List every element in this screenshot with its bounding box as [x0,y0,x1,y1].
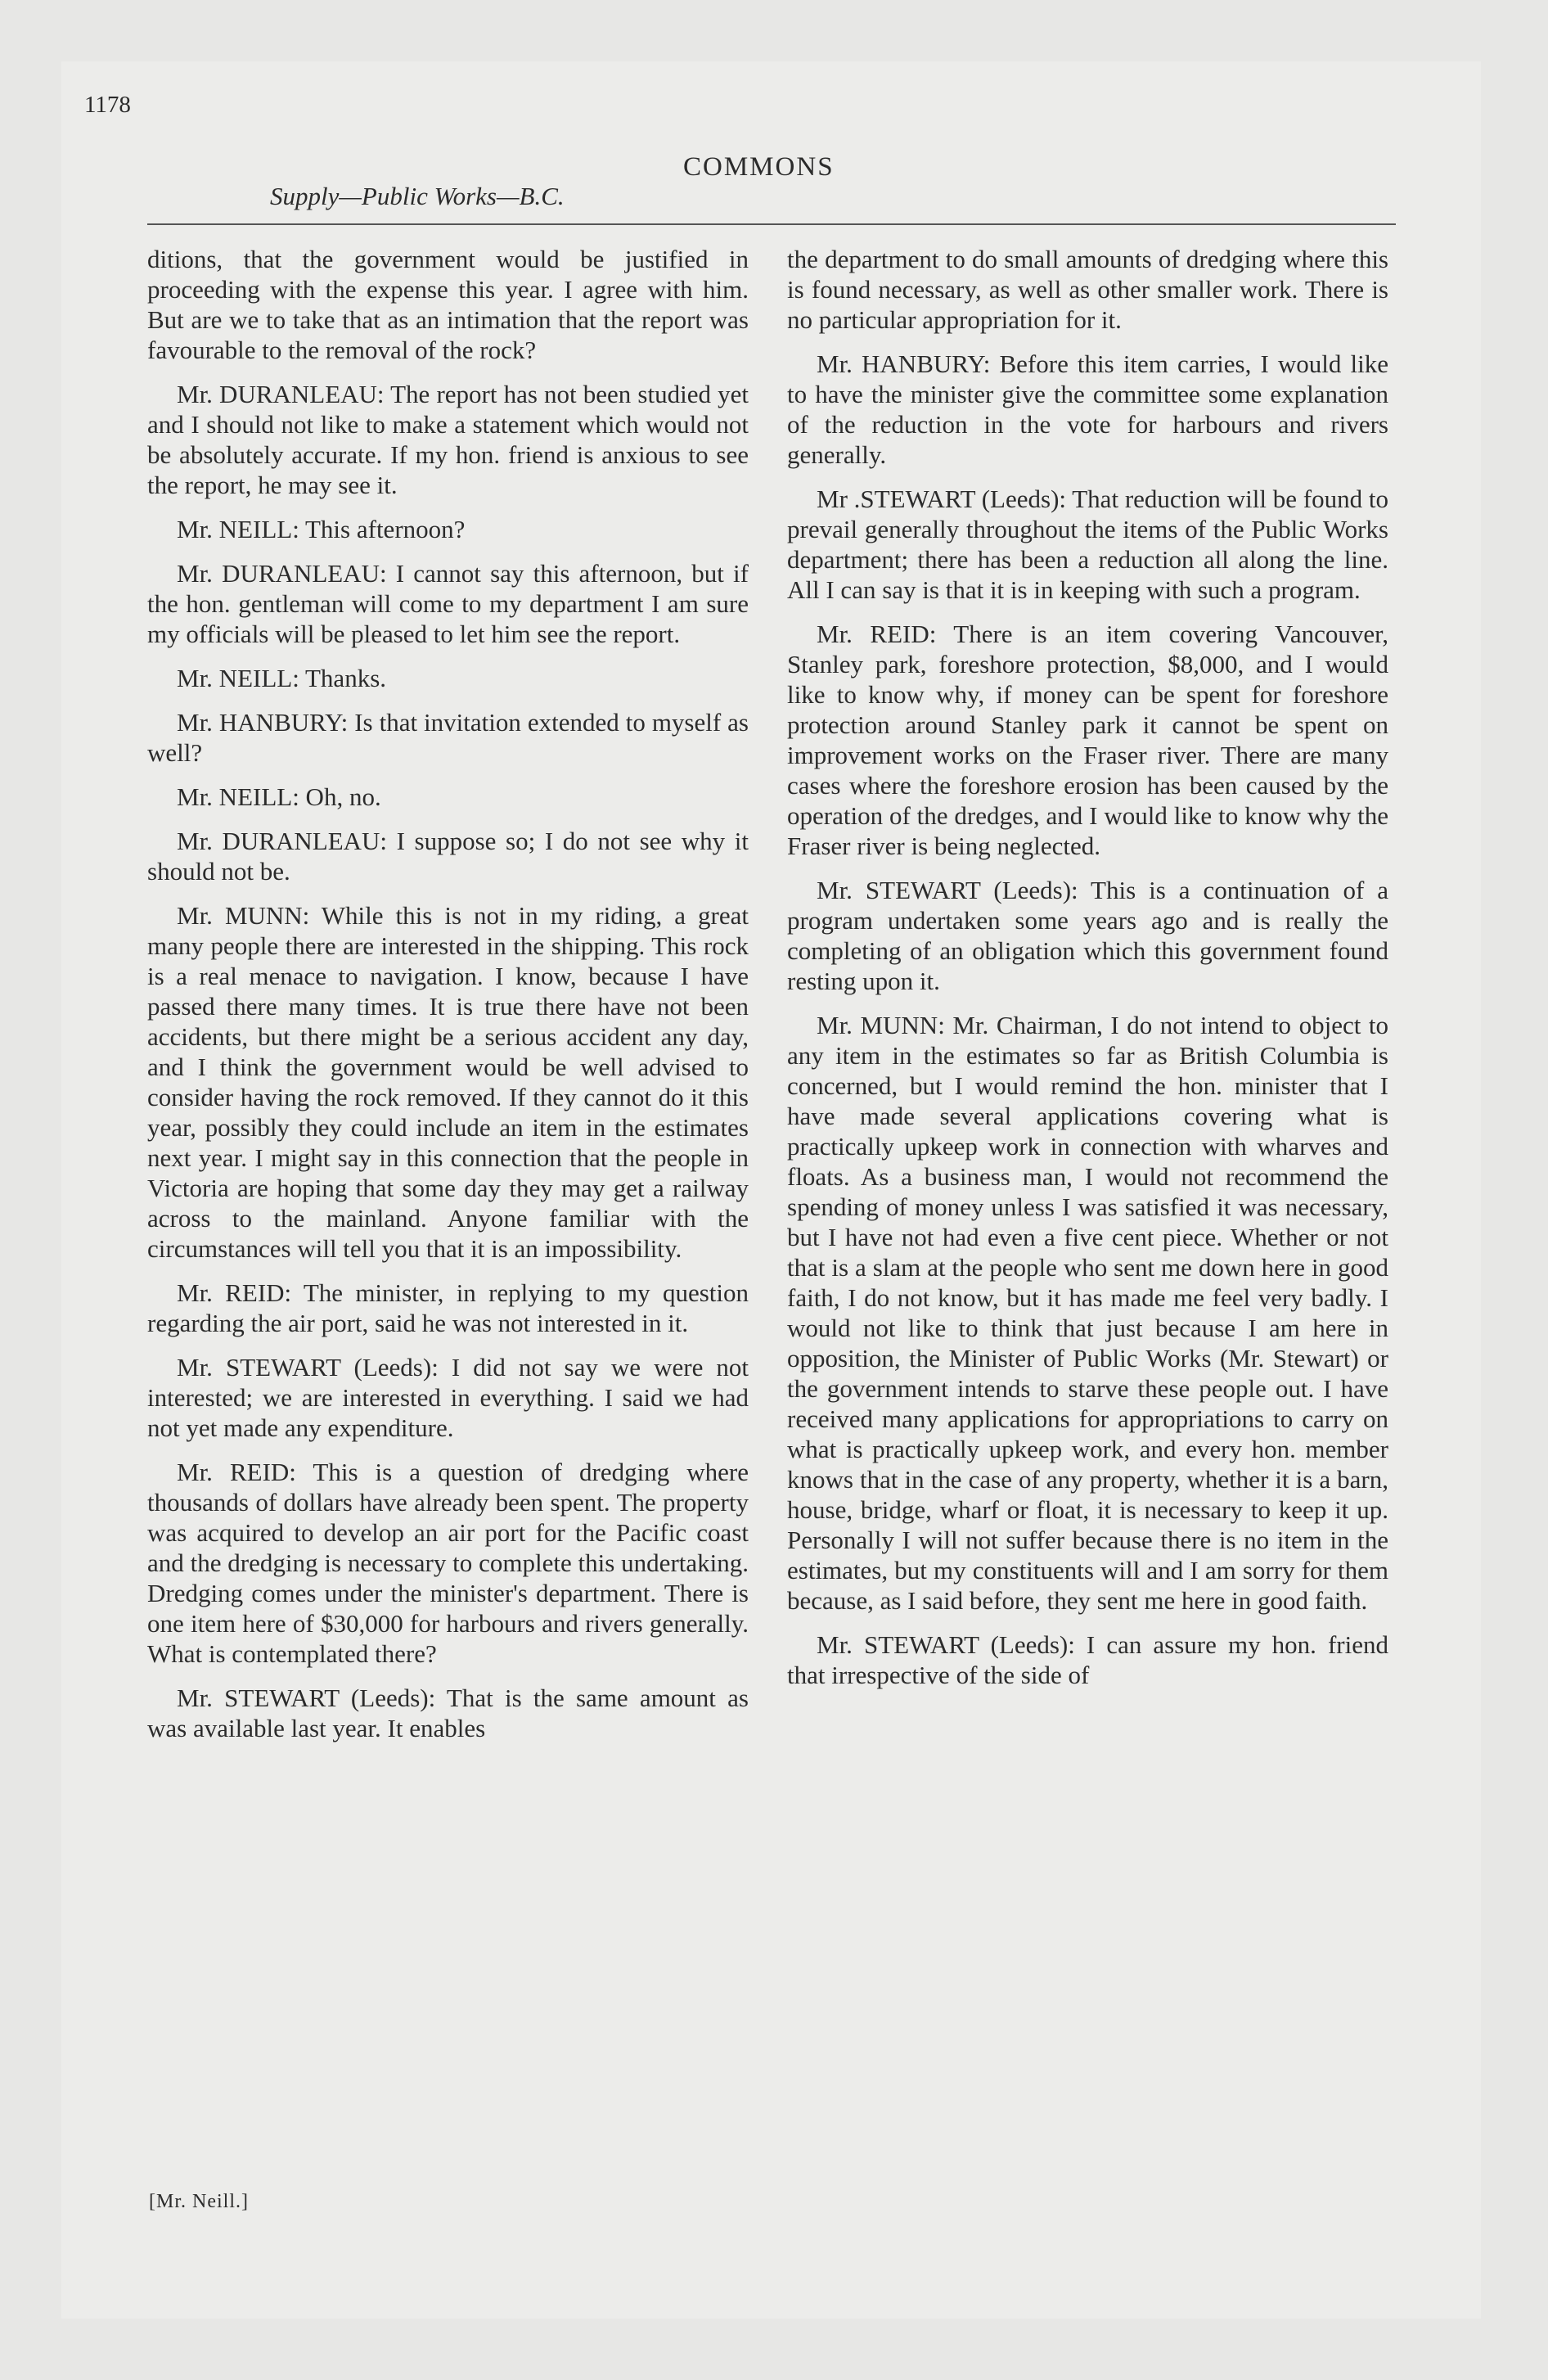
paragraph: Mr. DURANLEAU: I cannot say this afternoon, but if the hon. gentleman will come to my department I am sure my officials will be pleased to let him see the report. [147,559,749,648]
right-column [787,244,1388,1704]
journal-title: COMMONS [683,152,835,182]
paragraph: Mr. STEWART (Leeds): I did not say we were not interested; we are interested in everything. I said we had not yet made any expenditure. [147,1353,749,1442]
paragraph: Mr. MUNN: Mr. Chairman, I do not intend to object to any item in the estimates so far as British Columbia is concerned, but I would remind the hon. minister that I have made several applications covering what is practically upkeep work in connection with wharves and floats. As a business man, I would not recommend the spending of money unless I was satisfied it was necessary, but I have not had even a five cent piece. Whether or not that is a slam at the people who sent me down here in good faith, I do not know, but it has made me feel very badly. I would not like to think that just because I am here in opposition, the Minister of Public Works (Mr. Stewart) or the government intends to starve these people out. I have received many applications for appropriations to carry on what is practically upkeep work, and every hon. member knows that in the case of any property, whether it is a barn, house, bridge, wharf or float, it is necessary to keep it up. Personally I will not suffer because there is no item in the estimates, but my constituents will and I am sorry for them because, as I said before, they sent me here in good faith. [787,1011,1388,1615]
paragraph: Mr. STEWART (Leeds): This is a continuation of a program undertaken some years ago and is really the completing of an obligation which this government found resting upon it. [787,876,1388,995]
paragraph: Mr. HANBURY: Is that invitation extended to myself as well? [147,708,749,767]
paragraph: Mr. STEWART (Leeds): That is the same amount as was available last year. It enables [147,1684,749,1742]
page-number: 1178 [84,92,131,118]
paragraph: Mr. STEWART (Leeds): I can assure my hon. friend that irrespective of the side of [787,1630,1388,1689]
paragraph: ditions, that the government would be justified in proceeding with the expense this year. I agree with him. But are we to take that as an intimation that the report was favourable to the removal of the rock? [147,245,749,364]
paragraph: Mr. HANBURY: Before this item carries, I would like to have the minister give the committee some explanation of the reduction in the vote for harbours and rivers generally. [787,349,1388,469]
running-title: Supply—Public Works—B.C. [270,182,565,210]
paragraph: Mr. NEILL: Oh, no. [177,782,381,811]
paragraph: Mr. DURANLEAU: I suppose so; I do not see why it should not be. [147,827,749,886]
footer-note: [Mr. Neill.] [149,2191,249,2212]
paragraph: Mr. NEILL: This afternoon? [177,515,466,543]
paragraph: Mr .STEWART (Leeds): That reduction will be found to prevail generally throughout the items of the Public Works department; there has been a reduction all along the line. All I can say is that it is in keeping with such a program. [787,485,1388,604]
header-rule [147,223,1396,225]
left-column [147,244,749,1757]
paragraph: Mr. NEILL: Thanks. [177,664,387,692]
paragraph: Mr. REID: The minister, in replying to my question regarding the air port, said he was not interested in it. [147,1278,749,1337]
paragraph: Mr. REID: There is an item covering Vancouver, Stanley park, foreshore protection, $8,000, and I would like to know why, if money can be spent for foreshore protection around Stanley park it cannot be spent on improvement works on the Fraser river. There are many cases where the foreshore erosion has been caused by the operation of the dredges, and I would like to know why the Fraser river is being neglected. [787,620,1388,860]
paragraph: Mr. MUNN: While this is not in my riding, a great many people there are interested in the shipping. This rock is a real menace to navigation. I know, because I have passed there many times. It is true there have not been accidents, but there might be a serious accident any day, and I think the government would be well advised to consider having the rock removed. If they cannot do it this year, possibly they could include an item in the estimates next year. I might say in this connection that the people in Victoria are hoping that some day they may get a railway across to the mainland. Anyone familiar with the circumstances will tell you that it is an impossibility. [147,901,749,1263]
paragraph: the department to do small amounts of dredging where this is found necessary, as well as other smaller work. There is no particular appropriation for it. [787,245,1388,334]
paragraph: Mr. DURANLEAU: The report has not been studied yet and I should not like to make a statement which would not be absolutely accurate. If my hon. friend is anxious to see the report, he may see it. [147,380,749,499]
paragraph: Mr. REID: This is a question of dredging where thousands of dollars have already been spent. The property was acquired to develop an air port for the Pacific coast and the dredging is necessary to complete this undertaking. Dredging comes under the minister's department. There is one item here of $30,000 for harbours and rivers generally. What is contemplated there? [147,1458,749,1668]
